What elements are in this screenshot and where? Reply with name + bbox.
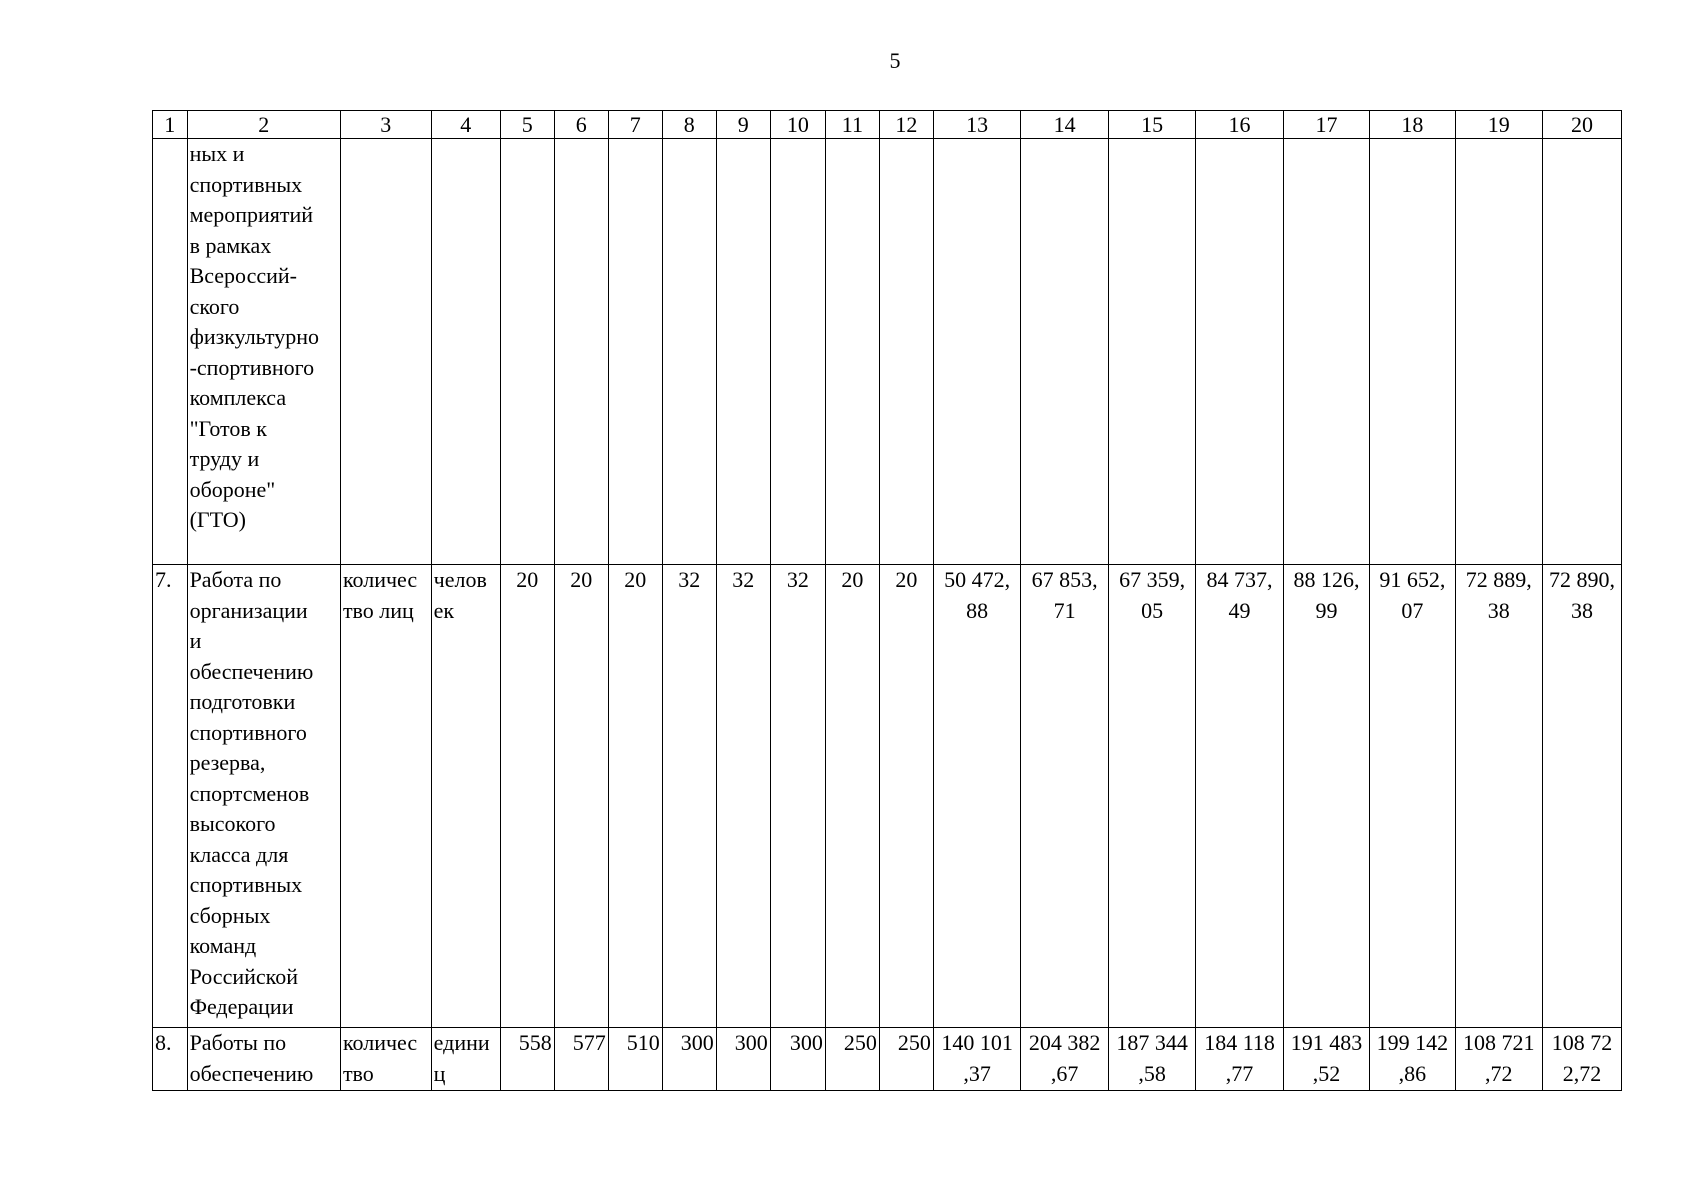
header-cell: 16 <box>1196 111 1283 139</box>
table-cell <box>500 139 554 565</box>
table-cell: 88 126, 99 <box>1283 565 1369 1028</box>
table-cell: 140 101 ,37 <box>933 1028 1020 1091</box>
table-cell: 20 <box>825 565 879 1028</box>
table-cell: 8. <box>153 1028 188 1091</box>
table-cell: Работа по организации и обеспечению подготовки спортивного резерва, спортсменов высокого класса для спортивных сборных команд Российской Федерации <box>187 565 340 1028</box>
table-cell: 108 72 2,72 <box>1543 1028 1622 1091</box>
header-cell: 2 <box>187 111 340 139</box>
table-cell: 7. <box>153 565 188 1028</box>
table-cell: 108 721 ,72 <box>1455 1028 1542 1091</box>
table-cell: 300 <box>716 1028 770 1091</box>
header-cell: 4 <box>431 111 500 139</box>
table-cell <box>1021 139 1108 565</box>
table-cell: 67 359, 05 <box>1108 565 1195 1028</box>
header-cell: 12 <box>879 111 933 139</box>
table-cell: 50 472, 88 <box>933 565 1020 1028</box>
table-cell <box>1283 139 1369 565</box>
table-cell <box>1543 139 1622 565</box>
table-row <box>153 139 1622 565</box>
table-cell <box>770 139 825 565</box>
data-table <box>152 110 1622 1091</box>
table-cell: 300 <box>770 1028 825 1091</box>
table-cell <box>340 139 431 565</box>
header-cell: 7 <box>608 111 662 139</box>
table-cell <box>1108 139 1195 565</box>
header-cell: 6 <box>554 111 608 139</box>
table-cell: 72 890, 38 <box>1543 565 1622 1028</box>
table-row <box>153 565 1622 1028</box>
table-cell: количес тво <box>340 1028 431 1091</box>
table-header-row <box>153 111 1622 139</box>
table-cell <box>716 139 770 565</box>
header-cell: 5 <box>500 111 554 139</box>
table-cell: 32 <box>716 565 770 1028</box>
table-cell: 199 142 ,86 <box>1370 1028 1455 1091</box>
table-cell: 20 <box>554 565 608 1028</box>
header-cell: 3 <box>340 111 431 139</box>
header-cell: 13 <box>933 111 1020 139</box>
table-cell <box>608 139 662 565</box>
page-number: 5 <box>889 48 901 73</box>
table-cell: 20 <box>608 565 662 1028</box>
table-cell: 510 <box>608 1028 662 1091</box>
header-cell: 15 <box>1108 111 1195 139</box>
header-cell: 11 <box>825 111 879 139</box>
table-cell: 187 344 ,58 <box>1108 1028 1195 1091</box>
table-cell: Работы по обеспечению <box>187 1028 340 1091</box>
table-cell: 32 <box>662 565 716 1028</box>
table-cell: количес тво лиц <box>340 565 431 1028</box>
table-cell: 558 <box>500 1028 554 1091</box>
header-cell: 8 <box>662 111 716 139</box>
table-cell: 32 <box>770 565 825 1028</box>
header-cell: 9 <box>716 111 770 139</box>
table-cell <box>933 139 1020 565</box>
table-cell: ных и спортивных мероприятий в рамках Всероссий- ского физкультурно -спортивного комплекса "Готов к труду и обороне" (ГТО) <box>187 139 340 565</box>
table-cell <box>879 139 933 565</box>
table-cell: 204 382 ,67 <box>1021 1028 1108 1091</box>
table-row <box>153 1028 1622 1091</box>
table-cell <box>662 139 716 565</box>
header-cell: 20 <box>1543 111 1622 139</box>
table-cell: 72 889, 38 <box>1455 565 1542 1028</box>
table-cell: 577 <box>554 1028 608 1091</box>
table-cell: 91 652, 07 <box>1370 565 1455 1028</box>
header-cell: 14 <box>1021 111 1108 139</box>
header-cell: 10 <box>770 111 825 139</box>
table-cell: 184 118 ,77 <box>1196 1028 1283 1091</box>
table-cell: 20 <box>500 565 554 1028</box>
table-cell: 20 <box>879 565 933 1028</box>
table-cell: 250 <box>825 1028 879 1091</box>
table-cell <box>1370 139 1455 565</box>
table-cell: 250 <box>879 1028 933 1091</box>
header-cell: 18 <box>1370 111 1455 139</box>
header-cell: 17 <box>1283 111 1369 139</box>
header-cell: 19 <box>1455 111 1542 139</box>
table-cell: 67 853, 71 <box>1021 565 1108 1028</box>
table-cell <box>153 139 188 565</box>
table-cell: 300 <box>662 1028 716 1091</box>
table-cell <box>825 139 879 565</box>
table-cell <box>1455 139 1542 565</box>
table-cell <box>431 139 500 565</box>
table-cell <box>1196 139 1283 565</box>
header-cell: 1 <box>153 111 188 139</box>
table-cell: едини ц <box>431 1028 500 1091</box>
table-cell <box>554 139 608 565</box>
table-cell: 84 737, 49 <box>1196 565 1283 1028</box>
table-cell: челов ек <box>431 565 500 1028</box>
table-cell: 191 483 ,52 <box>1283 1028 1369 1091</box>
